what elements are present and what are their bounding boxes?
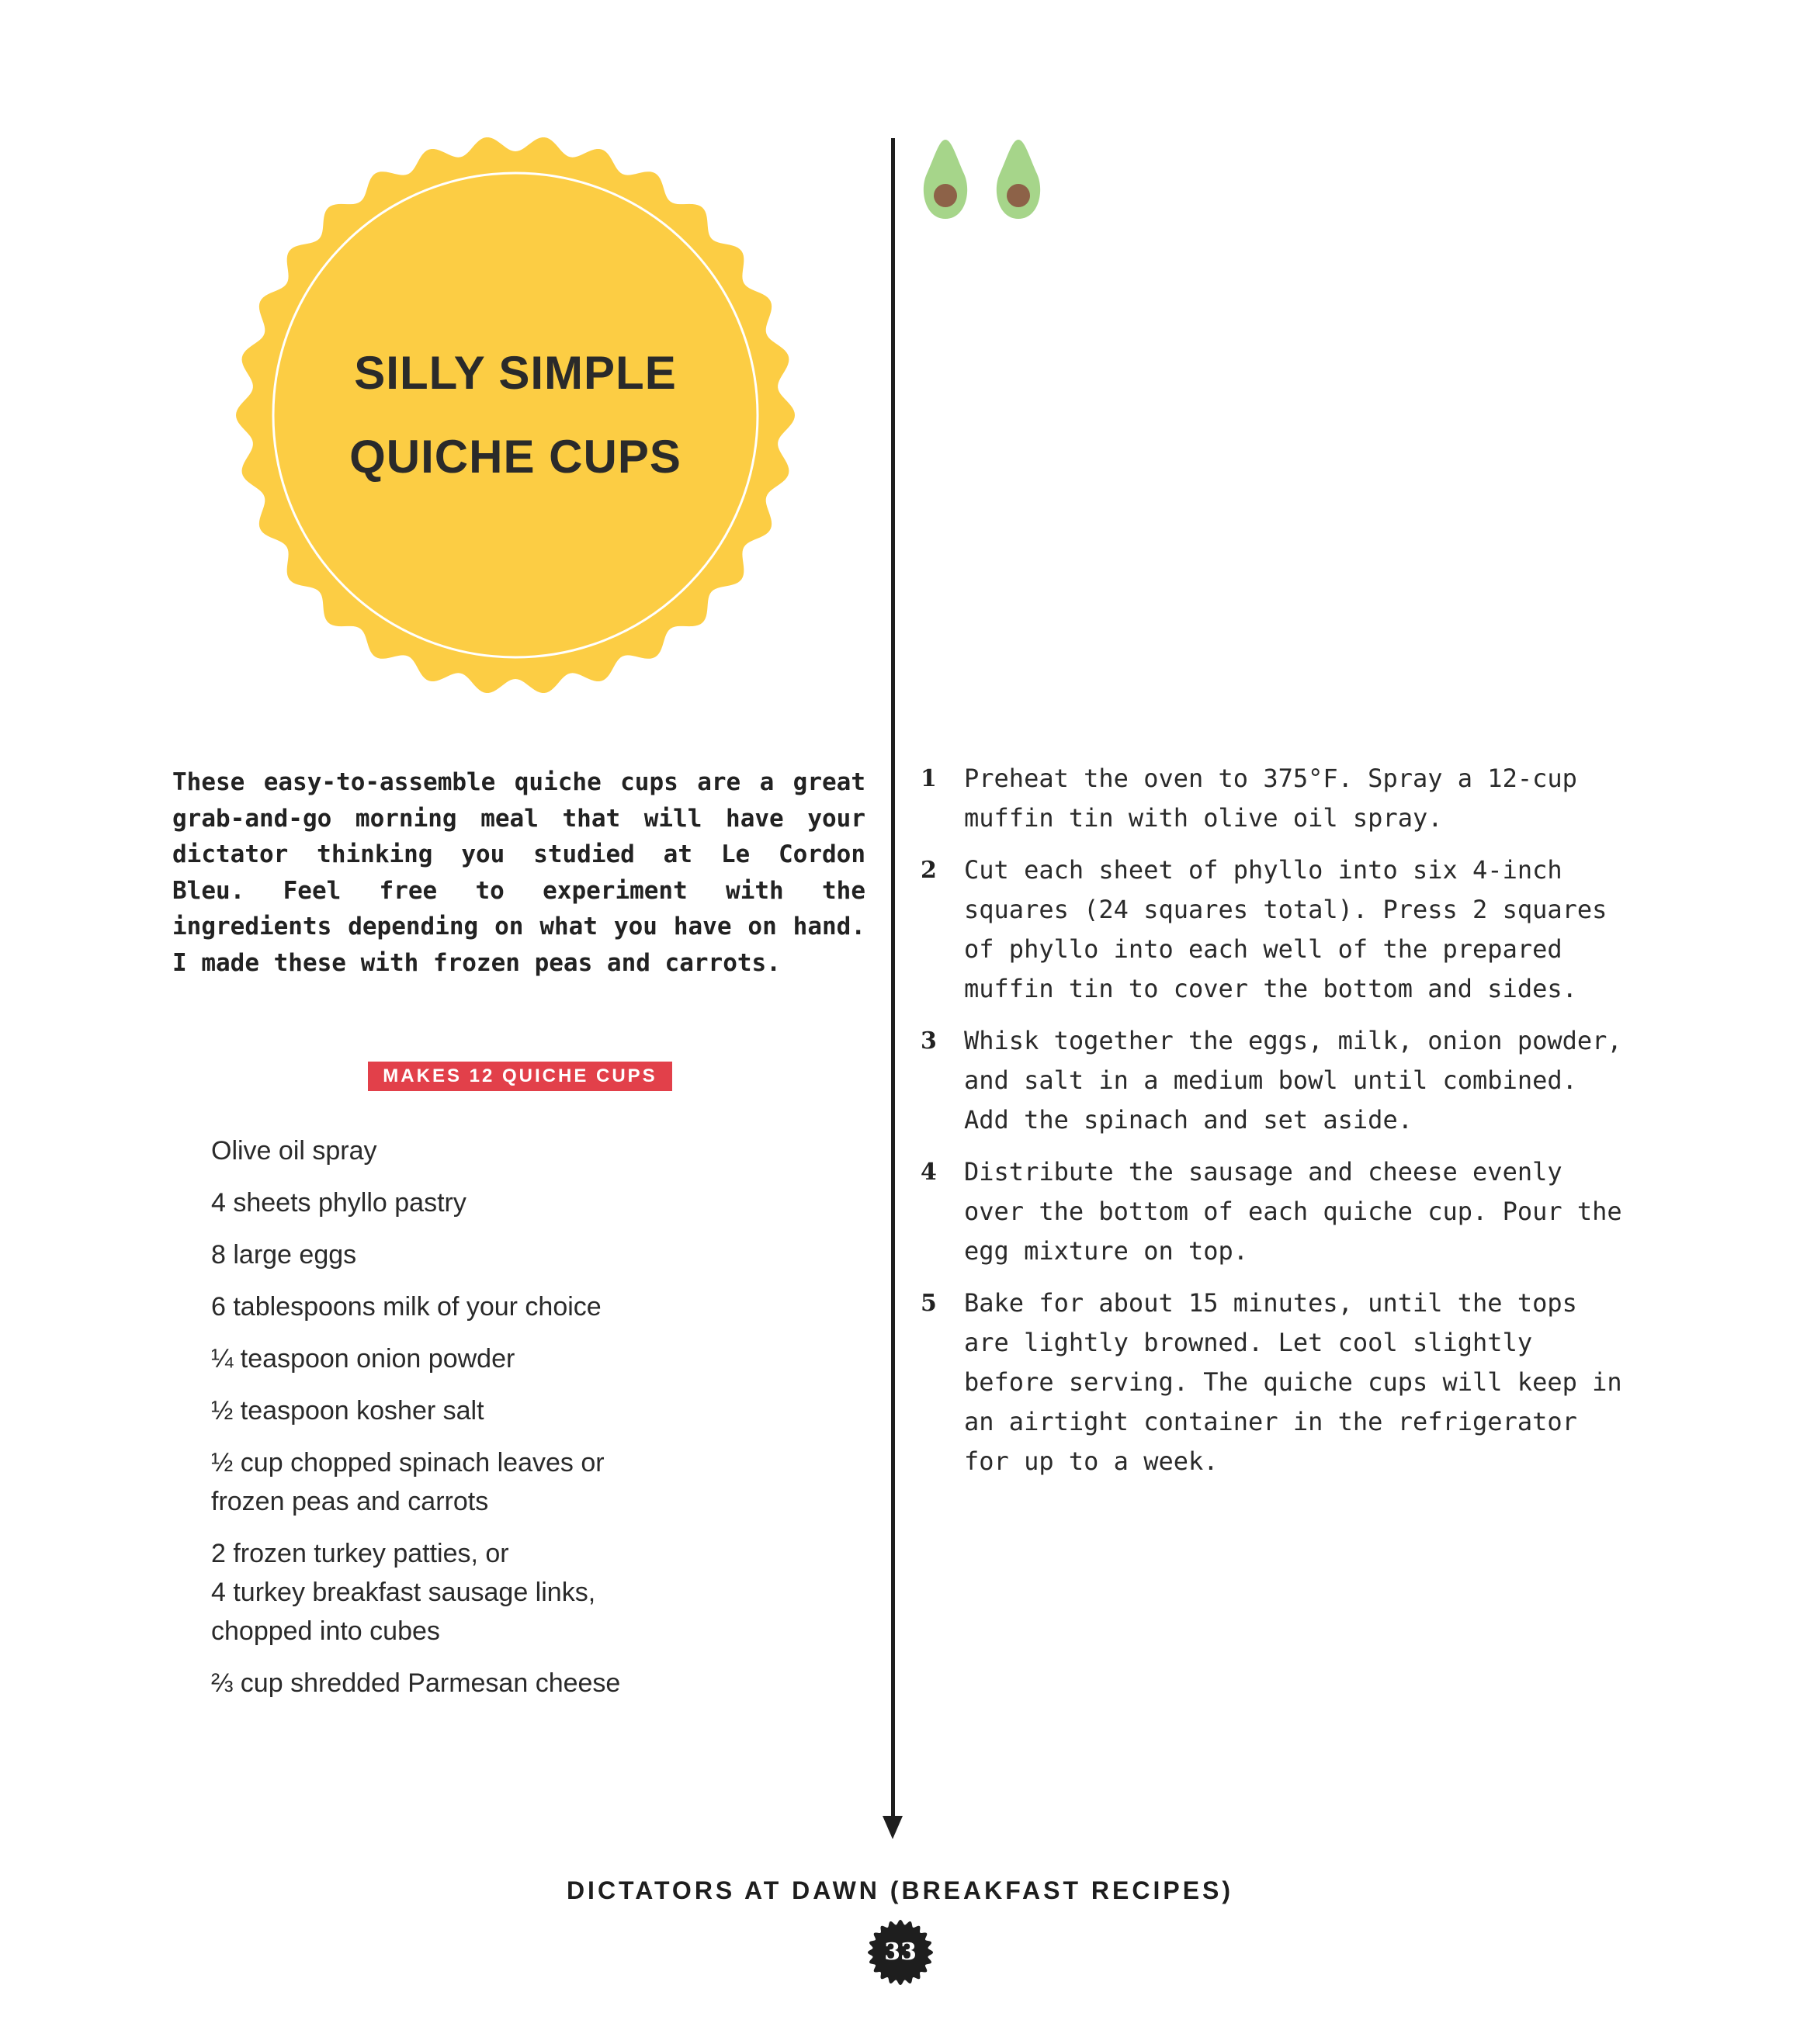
avocado-icon	[997, 140, 1040, 219]
difficulty-rating	[916, 133, 1056, 227]
ingredient-item: ¼ teaspoon onion powder	[211, 1344, 515, 1374]
recipe-title-line-1: SILLY SIMPLE	[354, 347, 677, 399]
step-number: 4	[921, 1159, 937, 1186]
ingredient-item: 6 tablespoons milk of your choice	[211, 1292, 602, 1322]
step-number: 3	[921, 1027, 937, 1055]
method-step	[921, 1284, 1628, 1481]
ingredient-item: ½ teaspoon kosher salt	[211, 1396, 484, 1426]
method-steps	[921, 759, 1628, 1494]
ingredient-item: 2 frozen turkey patties, or 4 turkey breakfast sausage links, chopped into cubes	[211, 1539, 596, 1646]
ingredient-list	[211, 1131, 692, 1716]
column-divider-line	[891, 138, 895, 1822]
page-number: 33	[884, 1938, 917, 1966]
step-text: Cut each sheet of phyllo into six 4-inch squares (24 squares total). Press 2 squares of phyllo into each well of the prepared muffin tin to cover the bottom and sides.	[964, 855, 1608, 1003]
ingredient-item: ½ cup chopped spinach leaves or frozen peas and carrots	[211, 1448, 605, 1516]
recipe-title	[236, 136, 795, 695]
step-text: Whisk together the eggs, milk, onion powder, and salt in a medium bowl until combined. Add the spinach and set aside.	[964, 1026, 1622, 1135]
section-footer: DICTATORS AT DAWN (BREAKFAST RECIPES)	[566, 1876, 1234, 1904]
method-step	[921, 1021, 1628, 1140]
method-step	[921, 759, 1628, 838]
step-text: Preheat the oven to 375°F. Spray a 12-cup muffin tin with olive oil spray.	[964, 764, 1577, 833]
method-step	[921, 851, 1628, 1009]
recipe-title-line-2: QUICHE CUPS	[349, 431, 682, 483]
step-text: Bake for about 15 minutes, until the tops are lightly browned. Let cool slightly before serving. The quiche cups will keep in an airtight container in the refrigerator for up to a week.	[964, 1288, 1622, 1476]
method-step	[921, 1152, 1628, 1271]
ingredient-item: ⅔ cup shredded Parmesan cheese	[211, 1668, 621, 1698]
step-number: 5	[921, 1290, 937, 1317]
yield-label: MAKES 12 QUICHE CUPS	[368, 1062, 672, 1091]
step-number: 1	[921, 765, 937, 792]
ingredient-item: 4 sheets phyllo pastry	[211, 1188, 466, 1218]
avocado-icon	[924, 140, 967, 219]
page-number-badge	[868, 1920, 933, 1985]
title-badge	[236, 136, 795, 695]
step-text: Distribute the sausage and cheese evenly over the bottom of each quiche cup. Pour the egg mixture on top.	[964, 1157, 1622, 1266]
ingredient-item: 8 large eggs	[211, 1240, 357, 1270]
recipe-intro: These easy-to-assemble quiche cups are a great grab-and-go morning meal that will have your dictator thinking you studied at Le Cordon Bleu. Feel free to experiment with the ingredients depending on what you have on hand. I made these with frozen peas and carrots.	[172, 768, 865, 977]
step-number: 2	[921, 857, 937, 884]
ingredient-item: Olive oil spray	[211, 1136, 377, 1166]
divider-arrow-icon	[883, 1816, 903, 1839]
